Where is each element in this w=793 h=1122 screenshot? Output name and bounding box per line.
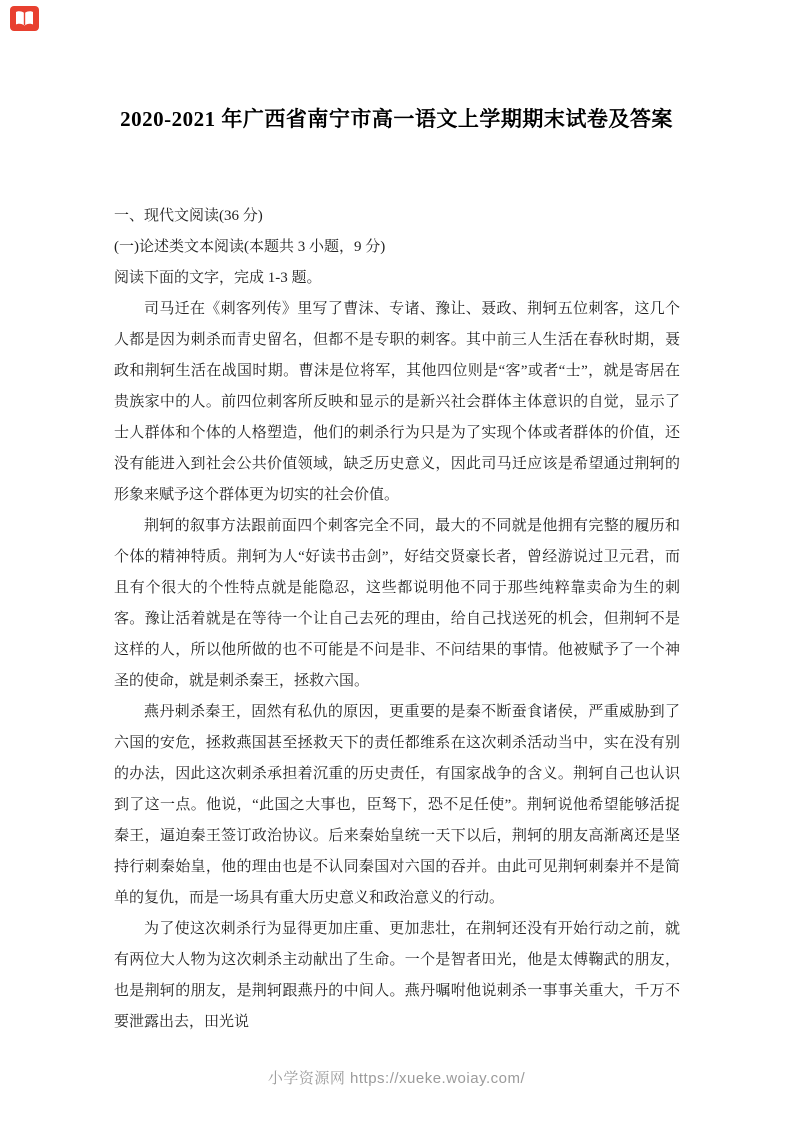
page-title: 2020-2021 年广西省南宁市高一语文上学期期末试卷及答案	[120, 107, 673, 131]
body-paragraph-3: 燕丹刺杀秦王，固然有私仇的原因，更重要的是秦不断蚕食诸侯，严重威胁到了六国的安危，拯救燕国甚至拯救天下的责任都维系在这次刺杀活动当中，实在没有别的办法，因此这次刺杀承担着沉重的历史责任，有国家战争的含义。荆轲自己也认识到了这一点。他说，“此国之大事也，臣驽下，恐不足任使”。荆轲说他希望能够活捉秦王，逼迫秦王签订政治协议。后来秦始皇统一天下以后，荆轲的朋友高渐离还是坚持行刺秦始皇，他的理由也是不认同秦国对六国的吞并。由此可见荆轲刺秦并不是简单的复仇，而是一场具有重大历史意义和政治意义的行动。	[114, 704, 680, 906]
section-heading: 一、现代文阅读(36 分)	[114, 208, 263, 224]
body-paragraph-1: 司马迁在《刺客列传》里写了曹沫、专诸、豫让、聂政、荆轲五位刺客，这几个人都是因为刺杀而青史留名，但都不是专职的刺客。其中前三人生活在春秋时期，聂政和荆轲生活在战国时期。曹沫是位将军，其他四位则是“客”或者“士”，就是寄居在贵族家中的人。前四位刺客所反映和显示的是新兴社会群体主体意识的自觉，显示了士人群体和个体的人格塑造，他们的刺杀行为只是为了实现个体或者群体的价值，还没有能进入到社会公共价值领域，缺乏历史意义，因此司马迁应该是希望通过荆轲的形象来赋予这个群体更为切实的社会价值。	[114, 301, 680, 503]
document-body	[114, 201, 680, 1038]
footer-site-text: 小学资源网 https://xueke.woiay.com/	[267, 1070, 526, 1087]
body-paragraph-2: 荆轲的叙事方法跟前面四个刺客完全不同，最大的不同就是他拥有完整的履历和个体的精神特质。荆轲为人“好读书击剑”，好结交贤豪长者，曾经游说过卫元君，而且有个很大的个性特点就是能隐忍，这些都说明他不同于那些纯粹靠卖命为生的刺客。豫让活着就是在等待一个让自己去死的理由，给自己找送死的机会，但荆轲不是这样的人，所以他所做的也不可能是不问是非、不问结果的事情。他被赋予了一个神圣的使命，就是刺杀秦王，拯救六国。	[114, 518, 680, 689]
reading-instruction: 阅读下面的文字，完成 1-3 题。	[114, 270, 322, 286]
subsection-heading: (一)论述类文本阅读(本题共 3 小题，9 分)	[114, 239, 386, 255]
site-logo-icon	[10, 6, 39, 31]
watermark-footer	[0, 1067, 793, 1088]
body-paragraph-4: 为了使这次刺杀行为显得更加庄重、更加悲壮，在荆轲还没有开始行动之前，就有两位大人物为这次刺杀主动献出了生命。一个是智者田光，他是太傅鞠武的朋友，也是荆轲的朋友，是荆轲跟燕丹的中间人。燕丹嘱咐他说刺杀一事事关重大，千万不要泄露出去，田光说	[114, 921, 680, 1030]
